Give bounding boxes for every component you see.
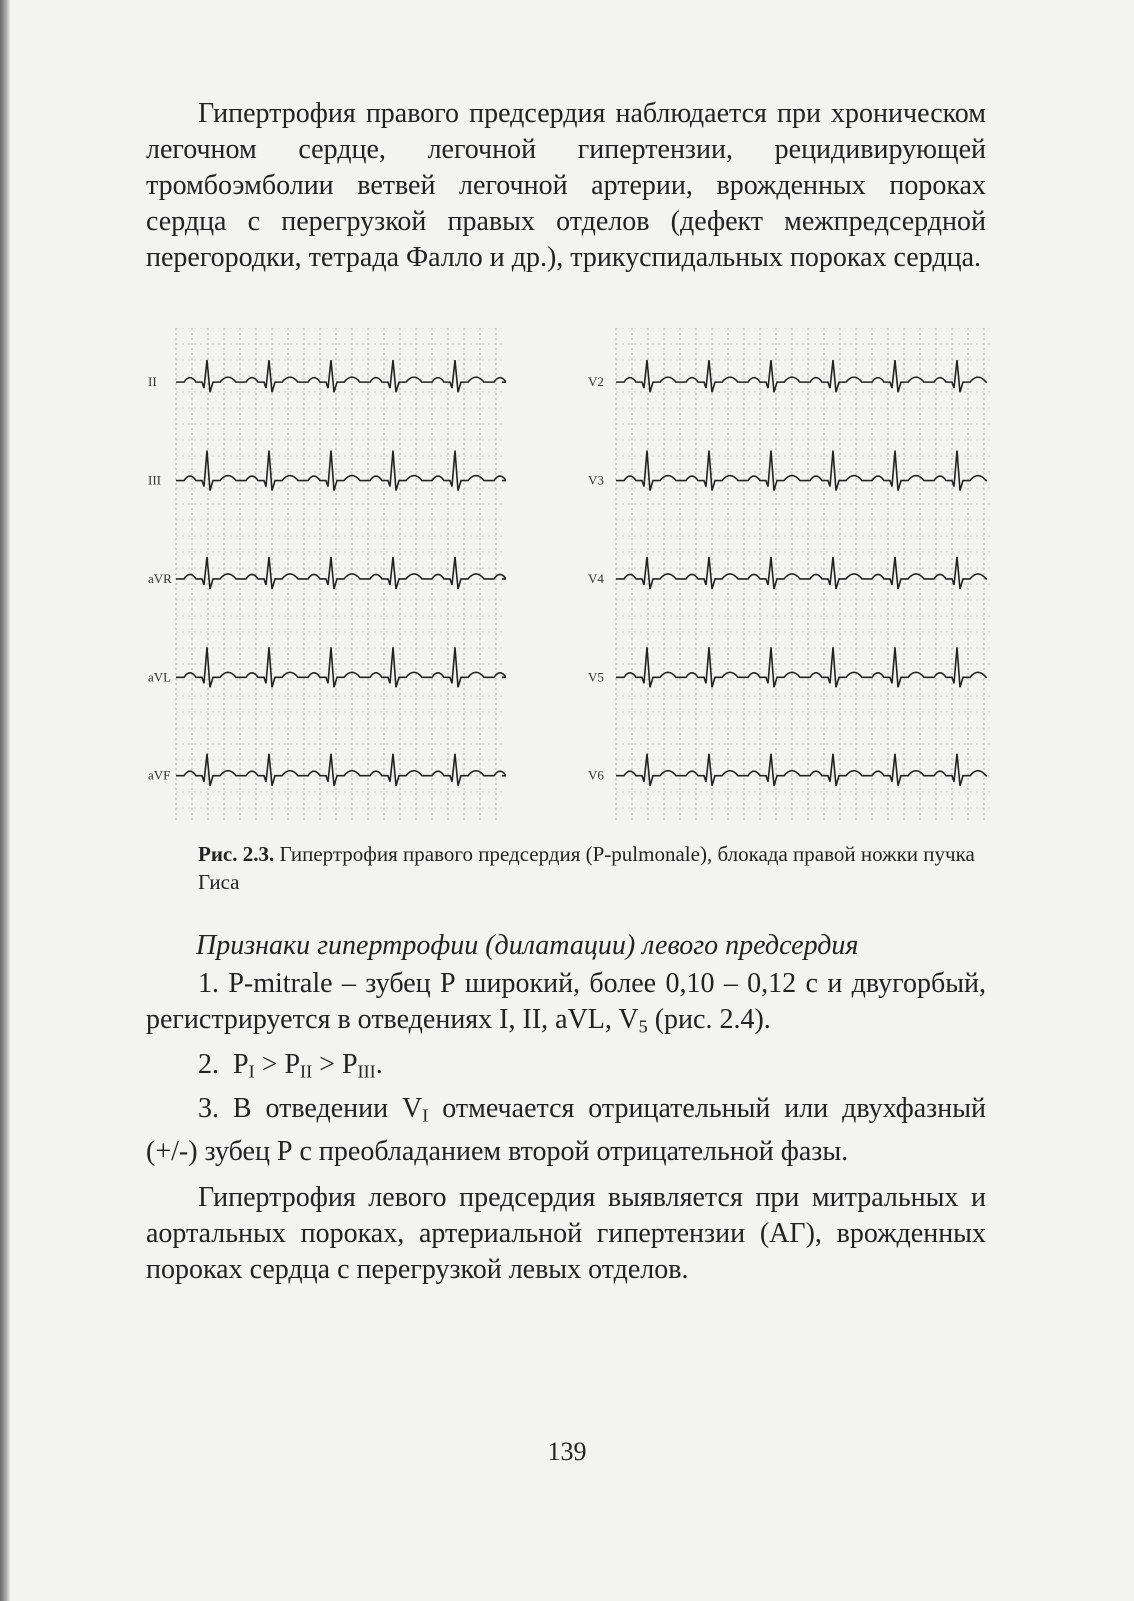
list-item-1-text: 1. P-mitrale – зубец Р широкий, более 0,10 – 0,12 с и двугорбый, регистрируется в отведениях I, II, aVL, V [146, 968, 986, 1035]
figure-caption [198, 840, 988, 896]
list-item-1-sub: 5 [638, 1016, 648, 1037]
ecg-trace-line [176, 647, 506, 687]
ecg-lead-label: III [148, 472, 161, 488]
ecg-lead-label: aVL [148, 669, 172, 685]
caption-label: Рис. 2.3. [198, 842, 275, 866]
ecg-lead-label: V3 [588, 472, 604, 488]
ecg-chest-leads-trace [586, 328, 991, 820]
ecg-limb-leads-panel [146, 328, 506, 820]
list-item [146, 1091, 986, 1170]
intro-paragraph [146, 96, 986, 276]
ecg-lead-label: V2 [588, 374, 604, 390]
list-item-3-text: 3. В отведении V [198, 1093, 423, 1125]
ecg-trace-line [176, 754, 506, 786]
list-item-2-num: 2. [198, 1048, 219, 1080]
list-item-2-sub3: III [357, 1061, 376, 1082]
list-item-2-sub2: II [300, 1061, 313, 1082]
paragraph-right-atrial-hypertrophy: Гипертрофия правого предсердия наблюдается при хроническом легочном сердце, легочной гипертензии, рецидивирующей тромбоэмболии ветвей легочной артерии, врожденных пороках сердца с перегрузкой правых отделов (дефект межпредсердной перегородки, тетрада Фалло и др.), трикуспидальных пороках сердца. [146, 98, 986, 273]
ecg-lead-label: II [148, 374, 157, 390]
caption-text: Гипертрофия правого предсердия (P-pulmonale), блокада правой ножки пучка Гиса [198, 842, 975, 894]
ecg-lead-label: V5 [588, 669, 604, 685]
list-item-1-suffix: (рис. 2.4). [647, 1004, 771, 1035]
ecg-trace-line [616, 647, 987, 687]
paragraph-left-atrial-causes: Гипертрофия левого предсердия выявляется при митральных и аортальных пороках, артериальной гипертензии (АГ), врожденных пороках сердца с перегрузкой левых отделов. [146, 1182, 986, 1285]
ecg-lead-label: V6 [588, 767, 604, 783]
criteria-list [146, 966, 986, 1172]
closing-paragraph [146, 1180, 986, 1288]
ecg-trace-line [616, 754, 987, 786]
ecg-limb-leads-trace [146, 328, 506, 820]
ecg-trace-line [616, 451, 987, 491]
ecg-lead-label: aVR [148, 570, 172, 586]
list-item [146, 966, 986, 1045]
list-item-3-sub: I [422, 1105, 429, 1126]
list-item: 2. $P_I > P_{II} > P_{III}$. [198, 1048, 383, 1082]
ecg-grid [616, 328, 991, 820]
section-heading: Признаки гипертрофии (дилатации) левого предсердия [196, 930, 859, 961]
page-number: 139 [547, 1437, 587, 1466]
ecg-figure [146, 328, 991, 828]
page-binding-shadow [0, 0, 10, 1601]
ecg-chest-leads-panel [586, 328, 991, 820]
list-item-2-sub1: I [248, 1061, 255, 1082]
list-item-2-p2: P [284, 1048, 301, 1080]
list-item-2-p3: P [341, 1048, 358, 1080]
ecg-trace-line [176, 451, 506, 491]
ecg-lead-label: aVF [148, 767, 171, 783]
ecg-lead-label: V4 [588, 570, 604, 586]
list-item-3-suffix: отмечается отрицательный или двухфазный (+/-) зубец Р с преобладанием второй отрицательной фазы. [146, 1093, 986, 1167]
list-item-2-p1: P [233, 1048, 249, 1080]
